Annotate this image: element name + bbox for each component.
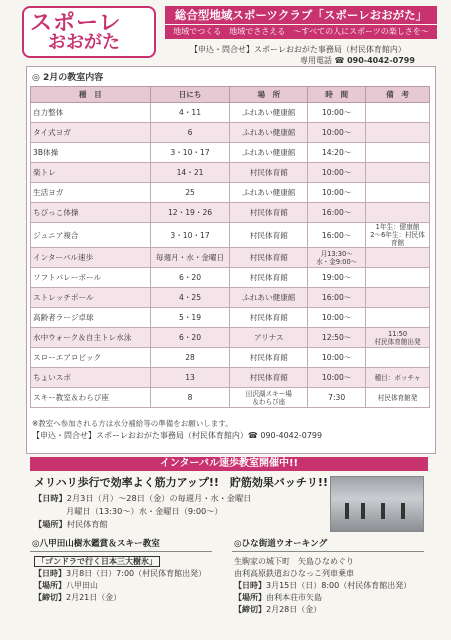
event-left-title: ◎八甲田山樹氷鑑賞＆スキー教室: [30, 538, 212, 552]
cell-notes: [366, 163, 430, 183]
cell-event: 3B体操: [31, 143, 151, 163]
cell-event: インターバル速歩: [31, 248, 151, 268]
event-left-place: 【場所】八甲田山: [34, 581, 98, 590]
cell-notes: 11:50 村民体育館出発: [366, 328, 430, 348]
cell-time: 7:30: [308, 388, 366, 408]
interval-headline: メリハリ歩行で効率よく筋力アップ!! 貯筋効果バッチリ!!: [34, 476, 328, 489]
circle-icon: ◎: [234, 539, 242, 549]
cell-date: 12・19・26: [150, 203, 230, 223]
cell-event: スローエアロビック: [31, 348, 151, 368]
schedule-table: [30, 86, 430, 408]
interval-dates-line1: 【日時】2月3日（月）～28日（金）の毎週月・水・金曜日: [34, 493, 252, 503]
walking-photo: [330, 476, 424, 532]
cell-time: 10:00～: [308, 103, 366, 123]
col-header-time: 時 間: [308, 87, 366, 103]
event-left-date: 【日時】3月8日（日）7:00（村民体育館出発）: [34, 569, 207, 578]
cell-place: 村民体育館: [230, 248, 308, 268]
cell-notes: [366, 348, 430, 368]
cell-time: 16:00～: [308, 288, 366, 308]
cell-place: ふれあい健康館: [230, 123, 308, 143]
col-header-event: 種 目: [31, 87, 151, 103]
cell-notes: [366, 308, 430, 328]
table-row: [31, 203, 430, 223]
cell-time: 14:20～: [308, 143, 366, 163]
col-header-place: 場 所: [230, 87, 308, 103]
interval-place: 【場所】村民体育館: [34, 519, 108, 529]
cell-place: ふれあい健康館: [230, 288, 308, 308]
event-left-body: [34, 556, 206, 604]
table-row: [31, 248, 430, 268]
cell-place: 村民体育館: [230, 368, 308, 388]
cell-notes: [366, 123, 430, 143]
table-row: [31, 388, 430, 408]
schedule-section-title: ◎ 2月の教室内容: [32, 73, 104, 83]
cell-event: タイ式ヨガ: [31, 123, 151, 143]
cell-event: 高齢者ラージ卓球: [31, 308, 151, 328]
cell-date: 4・11: [150, 103, 230, 123]
phone-number[interactable]: 090-4042-0799: [347, 56, 415, 65]
hydration-note: ※教室へ参加される方は水分補給等の準備をお願いします。: [32, 419, 233, 428]
cell-date: 6・20: [150, 328, 230, 348]
cell-date: 28: [150, 348, 230, 368]
cell-notes: [366, 183, 430, 203]
cell-date: 6: [150, 123, 230, 143]
cell-time: 19:00～: [308, 268, 366, 288]
event-right-place: 【場所】由利本荘市矢島: [234, 593, 322, 602]
cell-time: 10:00～: [308, 183, 366, 203]
cell-notes: 種目：ボッチャ: [366, 368, 430, 388]
cell-date: 毎週月・水・金曜日: [150, 248, 230, 268]
cell-time: 10:00～: [308, 163, 366, 183]
table-header-row: [31, 87, 430, 103]
cell-time: 10:00～: [308, 123, 366, 143]
contact-label: 【申込・問合せ】スポーレおおがた事務局（村民体育館内）: [190, 45, 406, 54]
table-row: [31, 348, 430, 368]
cell-event: ちょいスポ: [31, 368, 151, 388]
cell-event: スキー教室＆わらび座: [31, 388, 151, 408]
cell-notes: [366, 268, 430, 288]
table-row: [31, 123, 430, 143]
cell-date: 5・19: [150, 308, 230, 328]
table-row: [31, 143, 430, 163]
cell-time: 月13:30～ 水・金9:00～: [308, 248, 366, 268]
event-right-body: [234, 556, 411, 616]
table-row: [31, 308, 430, 328]
cell-event: 自力整体: [31, 103, 151, 123]
cell-notes: [366, 103, 430, 123]
phone-icon: ☎: [334, 56, 348, 65]
cell-place: 村民体育館: [230, 348, 308, 368]
cell-event: ちびっこ体操: [31, 203, 151, 223]
cell-event: 生活ヨガ: [31, 183, 151, 203]
cell-time: 16:00～: [308, 223, 366, 248]
table-row: [31, 223, 430, 248]
table-row: [31, 288, 430, 308]
circle-icon: ◎: [32, 539, 40, 549]
interval-dates-line2: 月曜日（13:30～）水・金曜日（9:00～）: [66, 506, 223, 516]
cell-event: 水中ウォーク＆自主トレ水泳: [31, 328, 151, 348]
logo-text-line1: スポーレ: [30, 11, 122, 36]
cell-time: 10:00～: [308, 348, 366, 368]
cell-date: 8: [150, 388, 230, 408]
cell-time: 10:00～: [308, 308, 366, 328]
cell-date: 25: [150, 183, 230, 203]
table-row: [31, 183, 430, 203]
logo-text-line2: おおがた: [48, 32, 120, 53]
col-header-notes: 備 考: [366, 87, 430, 103]
phone-label: 専用電話: [300, 56, 332, 65]
event-left-catch: 「ゴンドラで行く日本三大樹氷」: [34, 556, 160, 567]
cell-event: ソフトバレーボール: [31, 268, 151, 288]
cell-place: 村民体育館: [230, 223, 308, 248]
cell-event: ストレッチポール: [31, 288, 151, 308]
cell-date: 14・21: [150, 163, 230, 183]
cell-event: ジュニア複合: [31, 223, 151, 248]
cell-notes: [366, 288, 430, 308]
cell-place: 村民体育館: [230, 308, 308, 328]
event-right-date: 【日時】3月15日（日）8:00（村民体育館出発）: [234, 581, 412, 590]
cell-place: ふれあい健康館: [230, 183, 308, 203]
event-right-deadline: 【締切】2月28日（金）: [234, 605, 322, 614]
cell-place: ふれあい健康館: [230, 103, 308, 123]
event-right-title: ◎ひな街道ウオーキング: [232, 538, 424, 552]
table-row: [31, 368, 430, 388]
cell-place: 村民体育館: [230, 203, 308, 223]
cell-event: 楽トレ: [31, 163, 151, 183]
cell-notes: [366, 143, 430, 163]
interval-banner: インターバル速歩教室開催中!!: [30, 457, 428, 471]
col-header-date: 日にち: [150, 87, 230, 103]
table-row: [31, 103, 430, 123]
cell-place: ふれあい健康館: [230, 143, 308, 163]
cell-notes: 村民体育館発: [366, 388, 430, 408]
cell-notes: [366, 203, 430, 223]
phone-line: [300, 55, 415, 66]
cell-time: 12:50～: [308, 328, 366, 348]
cell-place: 村民体育館: [230, 268, 308, 288]
table-row: [31, 163, 430, 183]
cell-place: 村民体育館: [230, 163, 308, 183]
cell-date: 4・25: [150, 288, 230, 308]
event-right-line1: 生駒家の城下町 矢島ひなめぐり: [234, 557, 354, 566]
cell-time: 10:00～: [308, 368, 366, 388]
cell-date: 13: [150, 368, 230, 388]
cell-date: 6・20: [150, 268, 230, 288]
event-right-line2: 由利高原鉄道おひなっこ列車乗車: [234, 569, 354, 578]
cell-place: 田沢湖スキー場 ＆わらび座: [230, 388, 308, 408]
circle-icon: ◎: [32, 73, 43, 83]
event-left-deadline: 【締切】2月21日（金）: [34, 593, 122, 602]
schedule-contact: 【申込・問合せ】スポーレおおがた事務局（村民体育館内）☎ 090-4042-0799: [32, 431, 323, 440]
table-row: [31, 268, 430, 288]
cell-time: 16:00～: [308, 203, 366, 223]
cell-notes: 1年生：健康館 2～6年生：村民体育館: [366, 223, 430, 248]
cell-place: アリナス: [230, 328, 308, 348]
club-title: 総合型地域スポーツクラブ「スポーレおおがた」: [165, 6, 437, 24]
cell-date: 3・10・17: [150, 223, 230, 248]
cell-notes: [366, 248, 430, 268]
club-tagline: 地域でつくる 地域でささえる ～すべての人にスポーツの楽しさを～: [165, 25, 437, 39]
table-row: [31, 328, 430, 348]
cell-date: 3・10・17: [150, 143, 230, 163]
